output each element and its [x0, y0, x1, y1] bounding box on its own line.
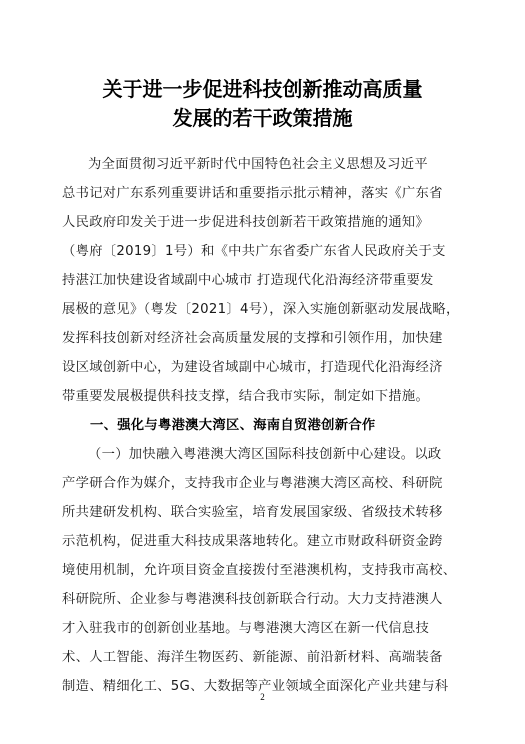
paragraph-line: 设区域创新中心，为建设省域副中心城市，打造现代化沿海经济	[62, 360, 443, 375]
document-title-line-2: 发展的若干政策措施	[172, 106, 353, 130]
paragraph-line: 带重要发展极提供科技支撑，结合我市实际，制定如下措施。	[62, 389, 430, 404]
paragraph-line: （粤府〔2019〕1号）和《中共广东省委广东省人民政府关于支	[62, 244, 446, 259]
paragraph-line: 发挥科技创新对经济社会高质量发展的支撑和引领作用，加快建	[62, 331, 443, 346]
document-title-line-1: 关于进一步促进科技创新推动高质量	[102, 77, 423, 101]
paragraph-line: 术、人工智能、海洋生物医药、新能源、前沿新材料、高端装备	[62, 650, 443, 665]
paragraph-line: 展极的意见》（粤发〔2021〕4号），深入实施创新驱动发展战略，	[62, 302, 460, 317]
paragraph-line: 总书记对广东系列重要讲话和重要指示批示精神，落实《广东省	[62, 186, 443, 201]
paragraph-line: 境使用机制，允许项目资金直接拨付至港澳机构，支持我市高校、	[62, 563, 457, 578]
page-number: 2	[260, 692, 265, 702]
paragraph-line: 所共建研发机构、联合实验室，培育发展国家级、省级技术转移	[62, 505, 443, 520]
paragraph-line: （一）加快融入粤港澳大湾区国际科技创新中心建设。以政	[88, 447, 442, 462]
paragraph-line: 人民政府印发关于进一步促进科技创新若干政策措施的通知》	[62, 215, 430, 230]
paragraph-line: 制造、精细化工、5G、大数据等产业领域全面深化产业共建与科	[62, 679, 449, 694]
document-body	[62, 150, 466, 701]
paragraph-line: 持湛江加快建设省域副中心城市 打造现代化沿海经济带重要发	[62, 273, 434, 288]
paragraph-line: 示范机构，促进重大科技成果落地转化。建立市财政科研资金跨	[62, 534, 443, 549]
intro-paragraph	[62, 150, 466, 411]
item-1-paragraph	[62, 440, 466, 701]
section-heading: 一、强化与粤港澳大湾区、海南自贸港创新合作	[90, 418, 376, 433]
paragraph-line: 才入驻我市的创新创业基地。与粤港澳大湾区在新一代信息技	[62, 621, 430, 636]
paragraph-line: 为全面贯彻习近平新时代中国特色社会主义思想及习近平	[88, 157, 428, 172]
paragraph-line: 科研院所、企业参与粤港澳科技创新联合行动。大力支持港澳人	[62, 592, 443, 607]
paragraph-line: 产学研合作为媒介，支持我市企业与粤港澳大湾区高校、科研院	[62, 476, 443, 491]
